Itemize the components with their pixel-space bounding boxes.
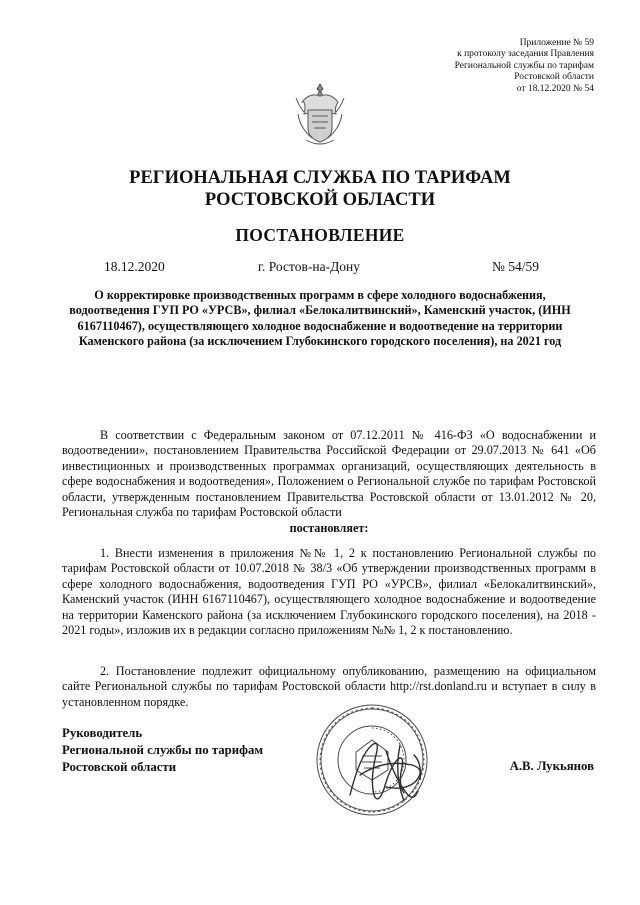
- resolution-item-1: 1. Внести изменения в приложения №№ 1, 2 к постановлению Региональной службы по тарифам Ростовской области от 10.07.2018 № 38/3 «Об утверждении производственных программ в сфере холодного водоснабжения, водоотведения ГУП РО «УРСВ», филиал «Белокалитвинский», Каменский участок (ИНН 6167110467), осуществляющего холодное водоснабжение и водоотведение на территории Каменского района (за исключением Глубокинского городского поселения), на 2018 - 2021 годы», изложив их в редакции согласно приложениям №№ 1, 2 к постановлению.: [62, 546, 596, 638]
- signer-title-line: Региональной службы по тарифам: [62, 743, 264, 757]
- signer-title-line: Ростовской области: [62, 760, 177, 774]
- org-title-line: РОСТОВСКОЙ ОБЛАСТИ: [204, 190, 436, 210]
- signer-title: [62, 725, 263, 776]
- appendix-line: от 18.12.2020 № 54: [516, 83, 594, 94]
- appendix-line: Приложение № 59: [519, 38, 594, 48]
- handwritten-signature-icon: [330, 715, 450, 825]
- coat-of-arms-icon: [292, 80, 348, 152]
- org-title-line: РЕГИОНАЛЬНАЯ СЛУЖБА ПО ТАРИФАМ: [129, 168, 511, 188]
- document-date: 18.12.2020: [104, 259, 165, 274]
- organization-title: [0, 167, 640, 211]
- resolves-heading: постановляет:: [289, 521, 369, 535]
- preamble-paragraph: В соответствии с Федеральным законом от 07.12.2011 № 416-ФЗ «О водоснабжении и водоотведении», постановлением Правительства Российской Федерации от 29.07.2013 № 641 «Об инвестиционных и производственных программах организаций, осуществляющих деятельность в сфере водоснабжения и водоотведения», Положением о Региональной службе по тарифам Ростовской области, утвержденным постановлением Правительства Ростовской области от 13.01.2012 № 20, Региональная служба по тарифам Ростовской области: [62, 428, 596, 520]
- resolution-item-2: 2. Постановление подлежит официальному опубликованию, размещению на официальном сайте Региональной службы по тарифам Ростовской области http://rst.donland.ru и вступает в силу в установленном порядке.: [62, 664, 596, 709]
- document-type: ПОСТАНОВЛЕНИЕ: [235, 225, 405, 245]
- appendix-line: Региональной службы по тарифам: [454, 60, 594, 71]
- signer-title-line: Руководитель: [62, 726, 143, 740]
- appendix-line: Ростовской области: [514, 72, 594, 83]
- document-number: № 54/59: [492, 259, 540, 274]
- document-city: г. Ростов-на-Дону: [258, 259, 361, 274]
- signer-name: А.В. Лукьянов: [509, 759, 594, 773]
- appendix-line: к протоколу заседания Правления: [457, 49, 594, 60]
- document-subject: О корректировке производственных программ в сфере холодного водоснабжения, водоотведения ГУП РО «УРСВ», филиал «Белокалитвинский», Каменский участок, (ИНН 6167110467), осуществляющего холодное водоснабжение и водоотведение на территории Каменского района (за исключением Глубокинского городского поселения), на 2021 год: [69, 288, 571, 349]
- appendix-note: [364, 38, 594, 95]
